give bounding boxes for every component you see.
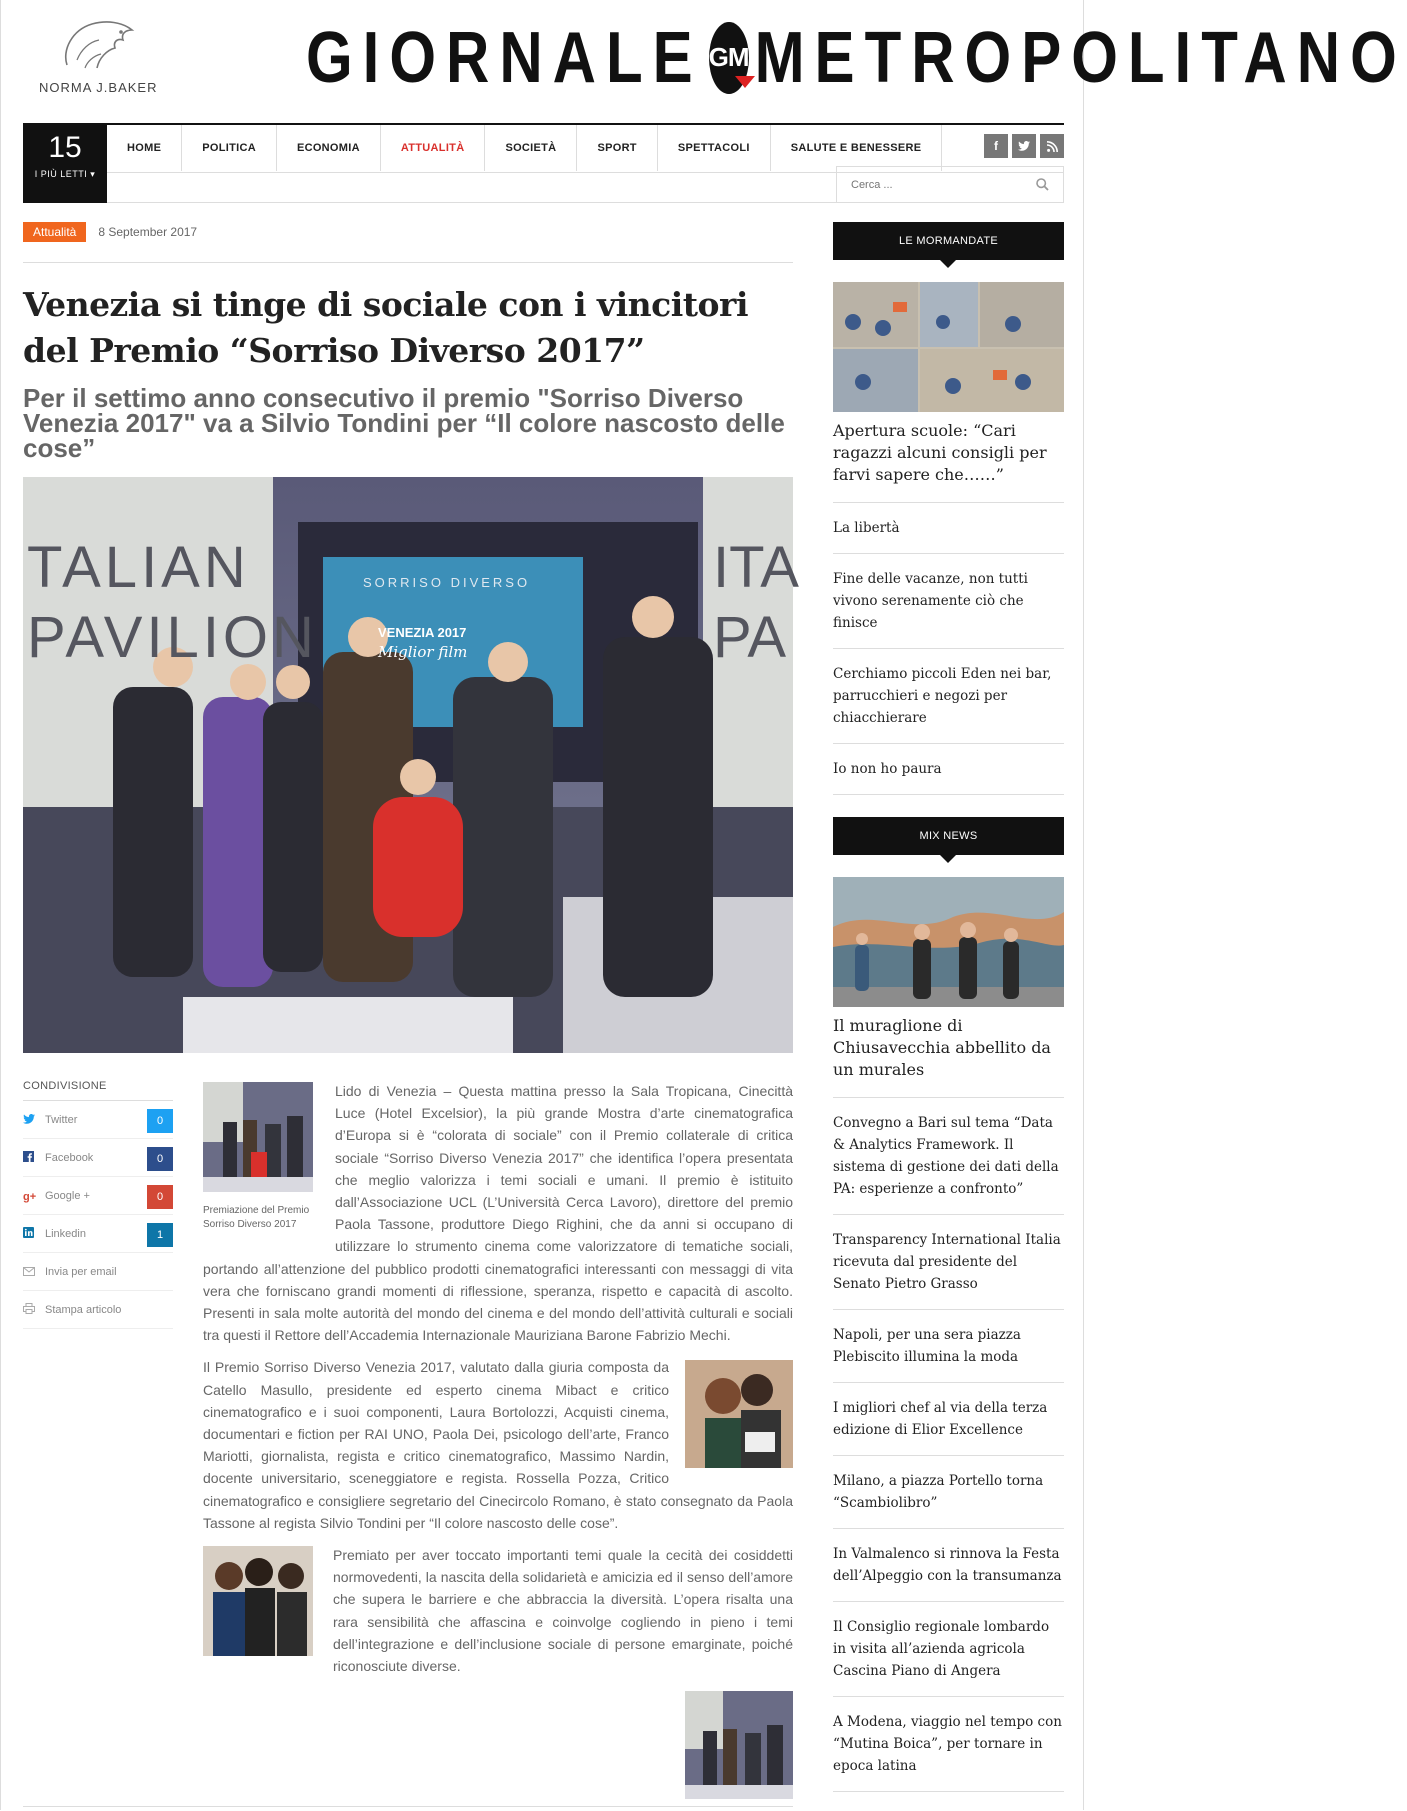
nav-item-3[interactable]: ATTUALITÀ (381, 125, 486, 171)
paragraph-3: Premiato per aver toccato importanti temi quale la cecità dei cosiddetti normovedenti, la nascita della solidarietà e amicizia ed il senso dell’amore che supera le barriere e che abbraccia la diversità. L’opera risalta una rara sensibilità che affascina e coinvolge cogliendo in pieno i temi dell’integrazione e dell’inclusione sociale di persone emarginate, poiché riconosciute diverse. (333, 1547, 793, 1675)
svg-text:VENEZIA 2017: VENEZIA 2017 (378, 625, 467, 640)
email-icon (23, 1265, 45, 1279)
group-photo-thumb (203, 1546, 313, 1656)
share-count: 0 (147, 1147, 173, 1171)
award-photo-thumb-2 (685, 1691, 793, 1799)
sidebar-article-link[interactable]: Convegno a Bari sul tema “Data & Analytics Framework. Il sistema di gestione dei dati della PA: esperienze a confronto” (833, 1098, 1064, 1215)
share-label: Google + (45, 1189, 90, 1202)
sidebar-article-link[interactable]: Io non ho paura (833, 744, 1064, 795)
share-label: Stampa articolo (45, 1303, 122, 1316)
nav-menu (107, 125, 942, 171)
share-label: Invia per email (45, 1265, 117, 1278)
sidebar-article-link[interactable]: In Valmalenco si rinnova la Festa dell’Alpeggio con la transumanza (833, 1529, 1064, 1602)
facebook-icon[interactable]: f (984, 134, 1008, 158)
article-meta (23, 222, 197, 242)
category-badge[interactable]: Attualità (23, 222, 86, 242)
nav-item-0[interactable]: HOME (107, 125, 182, 171)
svg-text:PAVILION: PAVILION (27, 605, 318, 670)
image-caption: Premiazione del Premio Sorriso Diverso 2017 (203, 1205, 310, 1231)
share-count: 0 (147, 1109, 173, 1133)
sidebar-article-link[interactable]: I migliori chef al via della terza edizione di Elior Excellence (833, 1383, 1064, 1456)
linkedin-icon (23, 1227, 45, 1241)
nav-item-7[interactable]: SALUTE E BENESSERE (771, 125, 943, 171)
norma-baker-logo[interactable] (37, 10, 197, 100)
nav-item-4[interactable]: SOCIETÀ (485, 125, 577, 171)
inline-figure-3[interactable] (203, 1546, 313, 1662)
sidebar-article-link[interactable]: A Modena, viaggio nel tempo con “Mutina Boica”, per tornare in epoca latina (833, 1697, 1064, 1792)
masthead-right-word: METROPOLITANO (754, 16, 1407, 98)
share-box (23, 1080, 173, 1329)
masthead-logo[interactable] (306, 16, 1407, 98)
sidebar-article-link[interactable]: Il Consiglio regionale lombardo in visita all’azienda agricola Cascina Piano di Angera (833, 1602, 1064, 1697)
inline-figure-2[interactable] (685, 1360, 793, 1474)
share-label: Twitter (45, 1113, 78, 1126)
share-linkedin[interactable] (23, 1215, 173, 1253)
left-logo-text: NORMA J.BAKER (39, 80, 158, 95)
svg-text:PA: PA (713, 605, 787, 670)
sidebar-article-link[interactable]: Napoli, per una sera piazza Plebiscito illumina la moda (833, 1310, 1064, 1383)
googleplus-icon: g+ (23, 1190, 37, 1203)
article-date: 8 September 2017 (98, 225, 198, 239)
share-label: Facebook (45, 1151, 94, 1164)
article-bottom-divider (23, 1806, 793, 1807)
nav-item-2[interactable]: ECONOMIA (277, 125, 381, 171)
inline-figure-1[interactable] (203, 1082, 315, 1232)
search-input[interactable] (837, 167, 1017, 202)
masthead-left-word: GIORNALE (306, 16, 703, 98)
award-photo-thumb (203, 1082, 313, 1192)
share-twitter[interactable] (23, 1101, 173, 1139)
gm-badge-text: GM (708, 42, 749, 72)
sidebar-lead-image-1[interactable] (833, 282, 1064, 412)
svg-text:Miglior film: Miglior film (378, 643, 468, 661)
twitter-icon (23, 1113, 45, 1127)
search-icon[interactable] (1036, 178, 1049, 191)
most-read-counter[interactable] (23, 123, 107, 203)
meta-divider (23, 262, 793, 263)
gm-badge-icon (709, 22, 749, 94)
paragraph-1: Lido di Venezia – Questa mattina presso la Sala Tropicana, Cinecittà Luce (Hotel Excelsior), la più grande Mostra d’arte cinematografica d’Europa si è “colorata di sociale” con il Premio collaterale di critica sociale “Sorriso Diverso Venezia 2017” che identifica l’opera presentata che meglio valorizza i temi sociali e umani. Il premio è istituito dall’Associazione UCL (L’Università Cerca Lavoro), direttore del premio Paola Tassone, produttore Diego Righini, che da anni si occupano di utilizzare lo strumento cinema come valorizzatore di tematiche sociali, portando all’attenzione del pubblico prodotti cinematografici interessanti con messaggi di vita vera che forniscano grandi momenti di riflessione, speranza, rispetto e capacità di ascolto. Presenti in sala molte autorità del mondo del cinema e del mondo dell’attività culturali e sociali tra questi il Rettore dell’Accademia Internazionale Mauriziana Barone Fabrizio Mechi. (203, 1083, 793, 1344)
share-googleplus[interactable] (23, 1177, 173, 1215)
share-facebook[interactable] (23, 1139, 173, 1177)
nav-item-6[interactable]: SPETTACOLI (658, 125, 771, 171)
rss-icon[interactable] (1040, 134, 1064, 158)
svg-text:TALIAN: TALIAN (27, 535, 250, 600)
share-email[interactable] (23, 1253, 173, 1291)
nav-item-1[interactable]: POLITICA (182, 125, 277, 171)
nav-item-5[interactable]: SPORT (577, 125, 657, 171)
article-subtitle: Per il settimo anno consecutivo il premio "Sorriso Diverso Venezia 2017" va a Silvio Tondini per “Il colore nascosto delle cose” (23, 383, 785, 463)
sidebar-lead-image-2[interactable] (833, 877, 1064, 1007)
sidebar-article-link[interactable]: Milano, a piazza Portello torna “Scambiolibro” (833, 1456, 1064, 1529)
print-icon (23, 1303, 45, 1317)
share-print[interactable] (23, 1291, 173, 1329)
twitter-icon[interactable] (1012, 134, 1036, 158)
share-count: 0 (147, 1185, 173, 1209)
share-heading: CONDIVISIONE (23, 1080, 173, 1101)
facebook-icon (23, 1151, 45, 1165)
sidebar-heading-mormandate: LE MORMANDATE (833, 222, 1064, 260)
sidebar-heading-mixnews: MIX NEWS (833, 817, 1064, 855)
svg-text:ITA: ITA (713, 535, 799, 600)
article-title: Venezia si tinge di sociale con i vincitori del Premio “Sorriso Diverso 2017” (23, 285, 748, 370)
most-read-number: 15 (48, 131, 82, 164)
inline-figure-4[interactable] (685, 1691, 793, 1805)
sidebar-article-link[interactable]: Cerchiamo piccoli Eden nei bar, parrucchieri e negozi per chiacchierare (833, 649, 1064, 744)
sidebar-article-link[interactable]: Transparency International Italia ricevuta dal presidente del Senato Pietro Grasso (833, 1215, 1064, 1310)
paragraph-2: Il Premio Sorriso Diverso Venezia 2017, valutato dalla giuria composta da Catello Masullo, presidente ed esperto cinema Mibact e critico cinematografico e i suoi componenti, Laura Bortolozzi, Acquisti cinema, documentari e fiction per RAI UNO, Paola Dei, psicologo dell’arte, Franco Mariotti, giornalista, regista e critico cinematografico, Massimo Nardin, docente universitario, sceneggiatore e regista. Rossella Pozza, Critico cinematografico e consigliere segretario del Cinecircolo Romano, è stato consegnato da Paola Tassone al regista Silvio Tondini per “Il colore nascosto delle cose”. (203, 1359, 793, 1531)
sidebar-article-link[interactable]: Fine delle vacanze, non tutti vivono serenamente ciò che finisce (833, 554, 1064, 649)
sidebar (833, 222, 1064, 1792)
panther-logo-icon (37, 10, 157, 78)
search-box (836, 166, 1064, 203)
hero-image[interactable] (23, 477, 799, 1053)
svg-text:SORRISO DIVERSO: SORRISO DIVERSO (363, 575, 531, 590)
sidebar-lead-title-1[interactable]: Apertura scuole: “Cari ragazzi alcuni consigli per farvi sapere che……” (833, 412, 1064, 503)
article-body (203, 1080, 793, 1811)
sidebar-article-link[interactable]: La libertà (833, 503, 1064, 554)
sidebar-lead-title-2[interactable]: Il muraglione di Chiusavecchia abbellito da un murales (833, 1007, 1064, 1098)
share-label: Linkedin (45, 1227, 86, 1240)
most-read-label: I PIÙ LETTI ▾ (34, 169, 96, 179)
tondini-photo-thumb (685, 1360, 793, 1468)
share-count: 1 (147, 1223, 173, 1247)
social-links (984, 134, 1064, 158)
